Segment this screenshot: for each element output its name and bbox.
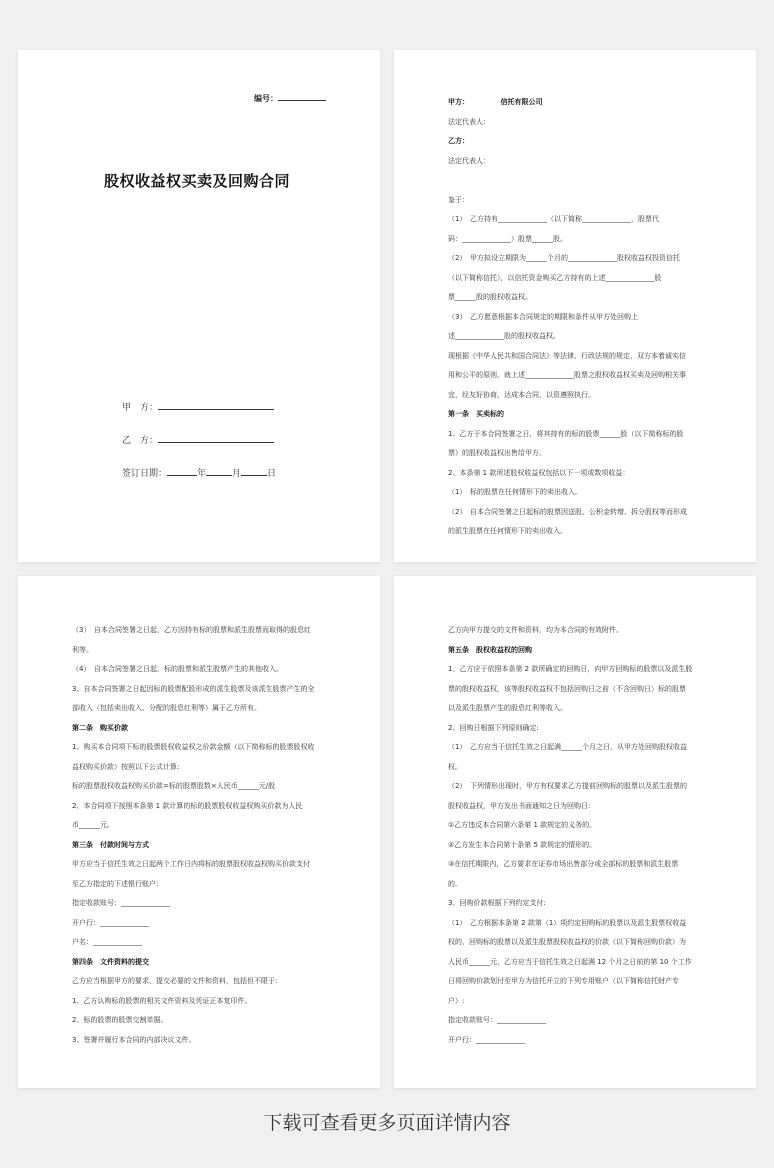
text-line: 部收入（包括卖出收入、分配的股息红利等）属于乙方所有。 xyxy=(72,704,261,712)
text-line: 开户行：______________ xyxy=(72,918,149,927)
text-line: 益权购买价款）按照以下公式计算: xyxy=(72,762,180,771)
text-line: 2、本合同项下按照本条第 1 款计算的标的股票股权收益权购买价款为人民 xyxy=(72,801,303,810)
text-line: 3、签署并履行本合同的内部决议文件。 xyxy=(72,1035,196,1044)
year-blank xyxy=(167,467,197,476)
page-4-body xyxy=(448,621,704,1050)
month-blank xyxy=(206,467,232,476)
party-a-line xyxy=(122,400,274,413)
text-line: 3、回购价款根据下列约定支付: xyxy=(448,899,546,907)
text-line: 第一条 买卖标的 xyxy=(448,410,504,418)
party-b-blank xyxy=(158,434,274,443)
text-line: 日将回购价款划付至甲方为信托开立的下列专用账户（以下简称信托财产专 xyxy=(448,977,679,985)
day-label: 日 xyxy=(267,469,277,479)
text-line: 权的，回购标的股票以及派生股票股权收益权的价款（以下简称回购价款）为 xyxy=(448,938,686,946)
text-line: （以下简称信托），以信托资金购买乙方持有的上述______________股 xyxy=(448,273,662,282)
text-line: 现根据《中华人民共和国合同法》等法律、行政法规的规定，双方本着诚实信 xyxy=(448,351,686,360)
sign-date-line xyxy=(122,466,276,479)
contract-title: 股权收益权买卖及回购合同 xyxy=(104,172,291,190)
text-line: 码：______________）股票______股。 xyxy=(448,234,567,243)
text-line: 1、乙方应于依照本条第 2 款所确定的回购日，向甲方回购标的股票以及派生股 xyxy=(448,665,693,673)
text-line: 指定收款账号：______________ xyxy=(448,1016,546,1024)
text-line: 1、乙方于本合同签署之日，将其持有的标的股票______股（以下简称标的股 xyxy=(448,429,684,438)
text-line: 第三条 付款时间与方式 xyxy=(72,840,149,849)
text-line: （1） 标的股票在任何情形下的卖出收入。 xyxy=(448,488,582,496)
text-line: 1、购买本合同项下标的股票股权收益权之价款金额（以下简称标的股票股权收 xyxy=(72,743,315,751)
text-line: 鉴于： xyxy=(448,195,469,204)
text-line: ①乙方违反本合同第六条第 1 款规定的义务的。 xyxy=(448,821,597,829)
contract-page-3 xyxy=(18,576,380,1088)
party-a-label: 甲 方： xyxy=(122,403,159,413)
text-line: （2） 甲方拟设立期限为______个月的______________股权收益权投资信托 xyxy=(448,254,680,262)
text-line: 2、标的股票的股票交割单据。 xyxy=(72,1016,168,1024)
text-line: 开户行：______________ xyxy=(448,1035,525,1044)
text-line: 票的股权收益权，该等股权收益权不包括回购日之前（不含回购日）标的股票 xyxy=(448,684,686,693)
text-line: 股权收益权，甲方发出书面通知之日为回购日: xyxy=(448,801,591,810)
text-line: 人民币______元，乙方应当于信托生效之日起满 12 个月之日前的第 10 个工作 xyxy=(448,957,692,966)
text-line: 指定收款账号：______________ xyxy=(72,899,170,907)
text-line: 第四条 文件资料的提交 xyxy=(72,957,149,966)
text-line xyxy=(448,171,704,191)
text-line: （2） 下列情形出现时，甲方有权要求乙方提前回购标的股票以及派生股票的 xyxy=(448,782,687,790)
text-line: 3、自本合同签署之日起因标的股票配股形成的派生股票及该派生股票产生的全 xyxy=(72,684,315,693)
text-line: 述______________股的股权收益权。 xyxy=(448,332,560,340)
text-line: 户名：______________ xyxy=(72,938,142,946)
year-label: 年 xyxy=(197,469,207,479)
text-line: 法定代表人： xyxy=(448,156,490,165)
text-line: 法定代表人： xyxy=(448,117,490,126)
party-b-line xyxy=(122,433,274,446)
text-line: 2、本条第 1 款所述股权收益权包括以下一项或数项收益： xyxy=(448,468,630,477)
text-line: 标的股票股权收益权购买价款=标的股票股数×人民币______元/股 xyxy=(72,782,276,790)
text-line: 第五条 股权收益权的回购 xyxy=(448,645,532,654)
text-line: 1、乙方认购标的股票的相关文件资料及凭证正本复印件。 xyxy=(72,996,252,1005)
text-line: （3） 自本合同签署之日起，乙方因持有标的股票和派生股票而取得的股息红 xyxy=(72,626,311,634)
text-line: （1） 乙方根据本条第 2 款第（1）项约定回购标的股票以及派生股票权收益 xyxy=(448,918,687,927)
text-line: 权。 xyxy=(448,762,462,771)
text-line: （4） 自本合同签署之日起，标的股票和派生股票产生的其他收入。 xyxy=(72,665,283,673)
text-line: 币______元。 xyxy=(72,821,114,829)
page-3-body xyxy=(72,621,328,1050)
download-caption[interactable]: 下载可查看更多页面详情内容 xyxy=(263,1112,511,1134)
text-line: （1） 乙方持有______________（以下简称______________，股票代 xyxy=(448,215,659,223)
text-line: （1） 乙方应当于信托生效之日起满______个月之日，从甲方处回购股权收益 xyxy=(448,743,687,751)
contract-page-4 xyxy=(394,576,756,1088)
text-line: 票）的股权收益权出售给甲方。 xyxy=(448,449,546,457)
text-line: 宜，经友好协商，达成本合同，以资遵照执行。 xyxy=(448,390,595,399)
text-line: 甲方应当于信托生效之日起两个工作日内将标的股票股权收益权购买价款支付 xyxy=(72,860,310,868)
party-a-blank xyxy=(158,401,274,410)
text-line: 以及派生股票产生的股息红利等收入。 xyxy=(448,704,567,712)
text-line: 利等。 xyxy=(72,645,93,654)
text-line: 乙方： xyxy=(448,137,469,145)
cover-page xyxy=(18,50,380,562)
text-line: 乙方应当根据甲方的要求，提交必要的文件和资料，包括但不限于: xyxy=(72,977,278,985)
text-line: （3） 乙方愿意根据本合同规定的期限和条件从甲方处回购上 xyxy=(448,312,638,321)
text-line: （2） 自本合同签署之日起标的股票因送股、公积金转增、拆分股权等而形成 xyxy=(448,507,687,516)
text-line: 至乙方指定的下述银行账户: xyxy=(72,879,159,888)
sign-date-label: 签订日期： xyxy=(122,469,168,479)
text-line: 户）: xyxy=(448,996,465,1005)
page-2-body xyxy=(448,93,704,542)
text-line: 2、回购日根据下列原则确定: xyxy=(448,723,539,732)
text-line: 乙方向甲方提交的文件和资料，均为本合同的有效附件。 xyxy=(448,626,623,634)
contract-number xyxy=(254,92,326,104)
text-line: 第二条 购买价款 xyxy=(72,723,128,732)
text-line: 甲方： 信托有限公司 xyxy=(448,98,543,106)
text-line: 的派生股票在任何情形下的卖出收入。 xyxy=(448,527,567,535)
number-label: 编号： xyxy=(254,94,278,103)
day-blank xyxy=(241,467,267,476)
text-line: ②乙方发生本合同第十条第 5 款规定的情形的。 xyxy=(448,840,597,849)
text-line: 用和公平的原则，就上述______________股票之股权收益权买卖及回购相关事 xyxy=(448,371,686,379)
contract-page-2 xyxy=(394,50,756,562)
number-blank xyxy=(278,92,326,101)
text-line: ③在信托期限内，乙方要求在证券市场出售部分或全部标的股票和派生股票 xyxy=(448,860,679,868)
month-label: 月 xyxy=(232,469,242,479)
party-b-label: 乙 方： xyxy=(122,436,159,446)
text-line: 的。 xyxy=(448,879,462,888)
text-line: 票______股的股权收益权。 xyxy=(448,293,532,301)
